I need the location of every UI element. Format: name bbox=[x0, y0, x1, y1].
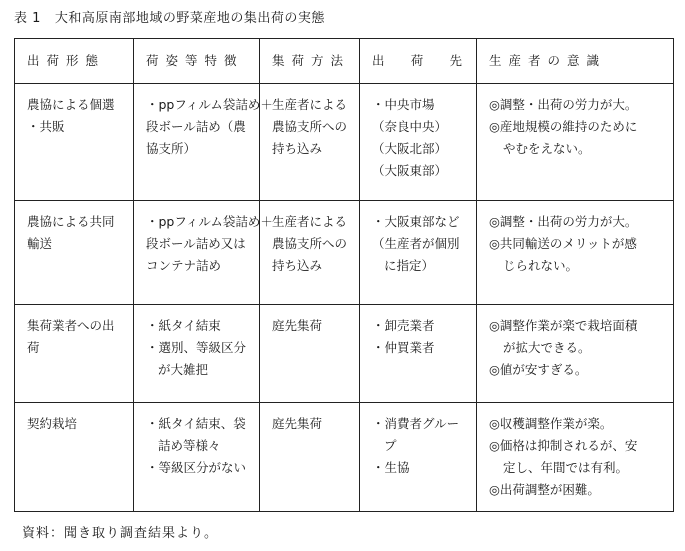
cell-line: ◎調整・出荷の労力が大。 bbox=[489, 97, 638, 112]
cell-line: ◎調整・出荷の労力が大。 bbox=[489, 214, 638, 229]
cell-line: ・卸売業者 bbox=[372, 318, 435, 333]
cell-line: ◎調整作業が楽で栽培面積 bbox=[489, 318, 638, 333]
cell-form bbox=[15, 84, 134, 201]
cell-line: 農協による共同 bbox=[27, 214, 115, 229]
cell-line: ◎値が安すぎる。 bbox=[489, 362, 588, 377]
cell-line: 持ち込み bbox=[272, 258, 323, 273]
cell-line: ◎産地規模の維持のために bbox=[489, 119, 638, 134]
table-row bbox=[15, 305, 674, 403]
table-row bbox=[15, 201, 674, 305]
cell-line: ◎価格は抑制されるが、安 bbox=[489, 438, 638, 453]
cell-line: 輸送 bbox=[27, 236, 53, 251]
cell-line: ◎収穫調整作業が楽。 bbox=[489, 416, 613, 431]
table-title: 大和高原南部地域の野菜産地の集出荷の実態 bbox=[54, 11, 325, 26]
cell-line: 段ボール詰め（農 bbox=[146, 119, 246, 134]
cell-destination bbox=[360, 403, 477, 512]
header-packing-features: 荷姿等特徴 bbox=[134, 39, 260, 84]
cell-destination bbox=[360, 201, 477, 305]
cell-line: コンテナ詰め bbox=[146, 258, 222, 273]
cell-line: 協支所） bbox=[146, 141, 197, 156]
cell-line: ・紙タイ結束、袋 bbox=[146, 416, 246, 431]
header-destination-char-1: 出 bbox=[372, 53, 385, 68]
cell-line: 定し、年間では有利。 bbox=[503, 460, 629, 475]
cell-line: 農協支所への bbox=[272, 119, 348, 134]
cell-line: ・ppフィルム袋詰め＋ bbox=[146, 214, 273, 229]
cell-line: やむをえない。 bbox=[503, 141, 591, 156]
header-destination bbox=[360, 39, 477, 84]
table-row bbox=[15, 84, 674, 201]
header-shipping-form: 出荷形態 bbox=[15, 39, 134, 84]
cell-line: 農協による個選 bbox=[27, 97, 115, 112]
header-destination-char-2: 荷 bbox=[410, 53, 424, 68]
cell-packing bbox=[134, 201, 273, 305]
cell-line: が拡大できる。 bbox=[503, 340, 591, 355]
cell-line: 詰め等様々 bbox=[158, 438, 221, 453]
table-row bbox=[15, 403, 674, 512]
cell-method bbox=[260, 201, 360, 305]
cell-method bbox=[260, 305, 360, 403]
cell-line: 集荷業者への出 bbox=[27, 318, 115, 333]
cell-awareness bbox=[477, 84, 674, 201]
cell-awareness bbox=[477, 201, 674, 305]
cell-line: ◎共同輸送のメリットが感 bbox=[489, 236, 637, 251]
cell-awareness bbox=[477, 305, 674, 403]
cell-line: 生産者による bbox=[272, 214, 348, 229]
cell-packing bbox=[134, 305, 260, 403]
header-producer-awareness: 生産者の意識 bbox=[477, 39, 674, 84]
cell-line: に指定） bbox=[384, 258, 435, 273]
cell-line: ・ppフィルム袋詰め＋ bbox=[146, 97, 273, 112]
header-row bbox=[15, 39, 674, 84]
cell-form bbox=[15, 201, 134, 305]
cell-line: ・仲買業者 bbox=[372, 340, 435, 355]
cell-line: ・生協 bbox=[372, 460, 410, 475]
cell-line: 段ボール詰め又は bbox=[146, 236, 246, 251]
cell-destination bbox=[360, 305, 477, 403]
cell-line: （大阪東部） bbox=[372, 163, 448, 178]
header-destination-char-3: 先 bbox=[449, 53, 462, 68]
cell-line: ・紙タイ結束 bbox=[146, 318, 221, 333]
cell-line: ◎出荷調整が困難。 bbox=[489, 482, 600, 497]
cell-line: 庭先集荷 bbox=[272, 416, 323, 431]
cell-line: ・選別、等級区分 bbox=[146, 340, 247, 355]
cell-line: （生産者が個別 bbox=[372, 236, 460, 251]
cell-line: 契約栽培 bbox=[27, 416, 78, 431]
cell-line: ・大阪東部など bbox=[372, 214, 460, 229]
cell-form bbox=[15, 305, 134, 403]
cell-line: が大雑把 bbox=[158, 362, 209, 377]
cell-line: じられない。 bbox=[503, 258, 579, 273]
source-note: 資料：聞き取り調査結果より。 bbox=[22, 526, 219, 541]
cell-line: ・中央市場 bbox=[372, 97, 435, 112]
cell-form bbox=[15, 403, 134, 512]
cell-packing bbox=[134, 403, 260, 512]
shipping-table bbox=[14, 38, 674, 512]
cell-packing bbox=[134, 84, 273, 201]
cell-line: ・共販 bbox=[27, 119, 65, 134]
cell-method bbox=[260, 403, 360, 512]
cell-line: ・消費者グルー bbox=[372, 416, 460, 431]
header-collection-method: 集荷方法 bbox=[260, 39, 360, 84]
table-caption bbox=[14, 7, 325, 26]
cell-awareness bbox=[477, 403, 674, 512]
cell-line: 生産者による bbox=[272, 97, 348, 112]
cell-line: 農協支所への bbox=[272, 236, 348, 251]
cell-line: （奈良中央） bbox=[372, 119, 448, 134]
cell-destination bbox=[360, 84, 477, 201]
table-number: 表 1 bbox=[14, 11, 41, 26]
cell-line: （大阪北部） bbox=[372, 141, 448, 156]
cell-line: ・等級区分がない bbox=[146, 460, 247, 475]
cell-line: 持ち込み bbox=[272, 141, 323, 156]
cell-line: 庭先集荷 bbox=[272, 318, 323, 333]
cell-line: 荷 bbox=[27, 340, 40, 355]
cell-method bbox=[260, 84, 360, 201]
cell-line: プ bbox=[384, 438, 397, 453]
